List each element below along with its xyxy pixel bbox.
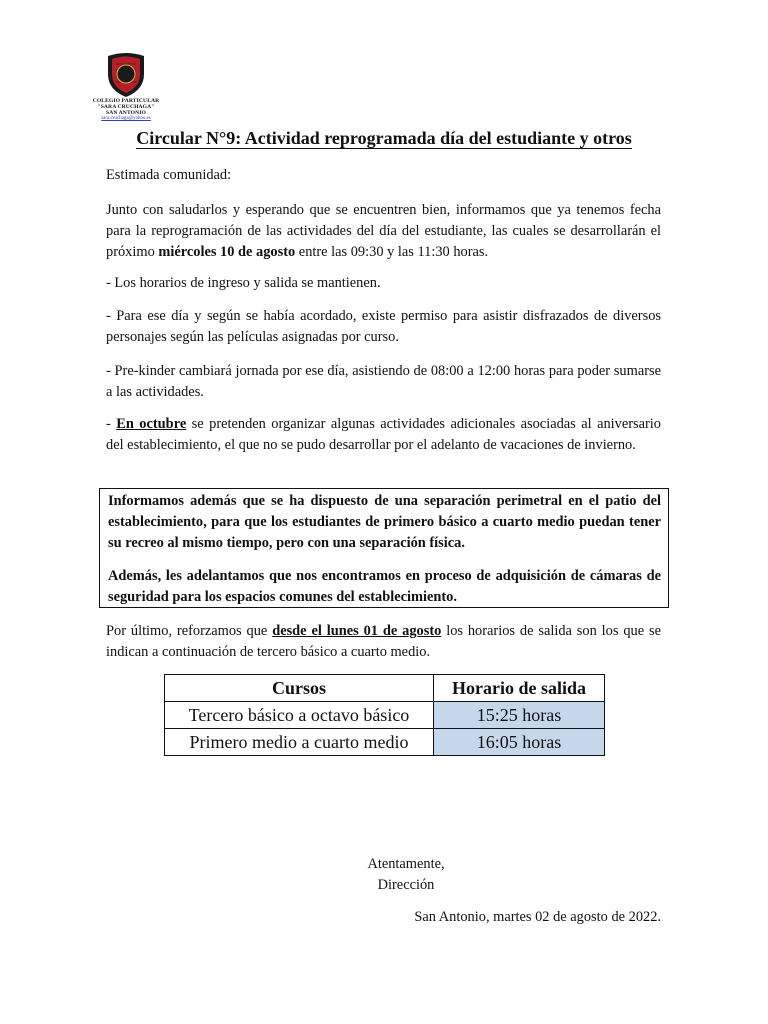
table-header-cursos: Cursos bbox=[165, 675, 434, 702]
table-row bbox=[165, 729, 605, 756]
paragraph-prekinder: - Pre-kinder cambiará jornada por ese día, asistiendo de 08:00 a 12:00 horas para poder sumarse a las actividades. bbox=[106, 363, 661, 400]
paragraph-schedules: - Los horarios de ingreso y salida se mantienen. bbox=[106, 275, 381, 291]
table-header-horario: Horario de salida bbox=[434, 675, 605, 702]
school-logo bbox=[88, 52, 164, 122]
paragraph-costumes: - Para ese día y según se había acordado, existe permiso para asistir disfrazados de diversos personajes según las películas asignadas por curso. bbox=[106, 308, 661, 345]
circular-title: Circular N°9: Actividad reprogramada día del estudiante y otros bbox=[136, 128, 632, 148]
school-name-line1: COLEGIO PARTICULAR bbox=[92, 98, 160, 104]
exit-date-highlight: desde el lunes 01 de agosto bbox=[272, 623, 442, 639]
place-date: San Antonio, martes 02 de agosto de 2022. bbox=[414, 909, 661, 925]
school-name-line2: "SARA CRUCHAGA" bbox=[97, 104, 155, 110]
paragraph-exit-times: Por último, reforzamos que desde el lunes 01 de agosto los horarios de salida son los que se indican a continuación de tercero básico a cuarto medio. bbox=[106, 623, 661, 660]
signature: Dirección bbox=[377, 877, 435, 893]
october-highlight: En octubre bbox=[116, 416, 187, 432]
table-cell-course: Tercero básico a octavo básico bbox=[165, 702, 434, 729]
exit-schedule-table bbox=[164, 674, 605, 756]
table-row bbox=[165, 702, 605, 729]
school-name-line3: SAN ANTONIO bbox=[105, 110, 146, 116]
school-crest-icon bbox=[105, 52, 147, 98]
greeting: Estimada comunidad: bbox=[106, 167, 232, 183]
paragraph-reprogramming: Junto con saludarlos y esperando que se encuentren bien, informamos que ya tenemos fecha para la reprogramación de las actividades del día del estudiante, las cuales se desarrollarán el próximo miércoles 10 de agosto entre las 09:30 y las 11:30 horas. bbox=[106, 202, 661, 260]
school-email-link[interactable]: sara.cruchaga@yahoo.es bbox=[101, 116, 151, 121]
notice-cameras: Además, les adelantamos que nos encontramos en proceso de adquisición de cámaras de seguridad para los espacios comunes del establecimiento. bbox=[108, 568, 661, 605]
notice-separation: Informamos además que se ha dispuesto de una separación perimetral en el patio del establecimiento, para que los estudiantes de primero básico a cuarto medio puedan tener su recreo al mismo tiempo, pero con una separación física. bbox=[108, 493, 661, 551]
event-date: miércoles 10 de agosto bbox=[158, 244, 296, 260]
table-header-row bbox=[165, 675, 605, 702]
notice-box bbox=[99, 488, 669, 608]
table-cell-time: 16:05 horas bbox=[434, 729, 605, 756]
table-cell-course: Primero medio a cuarto medio bbox=[165, 729, 434, 756]
paragraph-october: - En octubre se pretenden organizar algunas actividades adicionales asociadas al aniversario del establecimiento, el que no se pudo desarrollar por el adelanto de vacaciones de invierno. bbox=[106, 416, 661, 453]
table-cell-time: 15:25 horas bbox=[434, 702, 605, 729]
closing: Atentamente, bbox=[367, 856, 445, 872]
